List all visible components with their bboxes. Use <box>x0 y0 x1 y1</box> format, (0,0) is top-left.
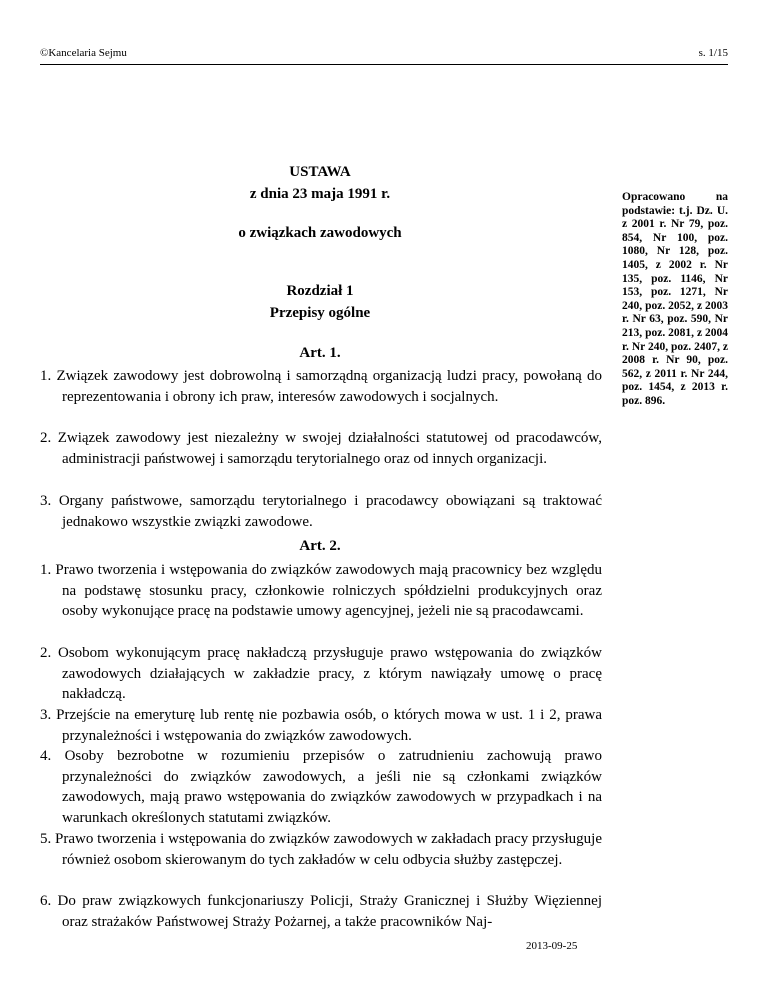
act-type: USTAWA <box>289 164 351 180</box>
source-sidenote: Opracowano na podstawie: t.j. Dz. U. z 2001 r. Nr 79, poz. 854, Nr 100, poz. 1080, Nr 128, poz. 1405, z 2002 r. Nr 135, poz. 1146, Nr 153, poz. 1271, Nr 240, poz. 2052, z 2003 r. Nr 63, poz. 590, Nr 213, poz. 2081, z 2004 r. Nr 240, poz. 2407, z 2008 r. Nr 90, poz. 562, z 2011 r. Nr 244, poz. 1454, z 2013 r. poz. 896. <box>622 191 728 407</box>
header-page-number: s. 1/15 <box>698 47 728 59</box>
article-paragraph: 5. Prawo tworzenia i wstępowania do związków zawodowych w zakładach pracy przysługuje również osobom skierowanym do tych zakładów w celu odbycia służby zastępczej. <box>40 831 602 868</box>
page-header <box>40 44 728 65</box>
chapter-number: Rozdział 1 <box>286 283 354 299</box>
article-paragraph: 1. Związek zawodowy jest dobrowolną i samorządną organizacją ludzi pracy, powołaną do reprezentowania i obrony ich praw, interesów zawodowych i socjalnych. <box>40 368 602 405</box>
article-heading: Art. 1. <box>299 345 341 361</box>
footer-date: 2013-09-25 <box>526 940 578 952</box>
header-publisher: ©Kancelaria Sejmu <box>40 47 127 59</box>
article-paragraph: 1. Prawo tworzenia i wstępowania do związków zawodowych mają pracownicy bez względu na podstawę stosunku pracy, członkowie rolniczych spółdzielni produkcyjnych oraz osoby wykonujące pracę na podstawie umowy agencyjnej, jeżeli nie są pracodawcami. <box>40 562 602 619</box>
article-paragraph: 2. Związek zawodowy jest niezależny w swojej działalności statutowej od pracodawców, administracji państwowej i samorządu terytorialnego oraz od innych organizacji. <box>40 430 602 467</box>
article-paragraph: 3. Organy państwowe, samorządu terytorialnego i pracodawcy obowiązani są traktować jednakowo wszystkie związki zawodowe. <box>40 493 602 530</box>
article-paragraph: 6. Do praw związkowych funkcjonariuszy Policji, Straży Granicznej i Służby Więziennej oraz strażaków Państwowej Straży Pożarnej, a także pracowników Naj- <box>40 893 602 930</box>
article-paragraph: 2. Osobom wykonującym pracę nakładczą przysługuje prawo wstępowania do związków zawodowych działających w zakładzie pracy, z którym nawiązały umowę o pracę nakładczą. <box>40 645 602 702</box>
article-heading: Art. 2. <box>299 538 341 554</box>
article-paragraph: 4. Osoby bezrobotne w rozumieniu przepisów o zatrudnieniu zachowują prawo przynależności do związków zawodowych, a jeśli nie są członkami związków zawodowych, mają prawo wstępowania do związków zawodowych w przypadkach i na warunkach określonych statutami związków. <box>40 748 602 826</box>
act-subject: o związkach zawodowych <box>238 225 402 241</box>
article-paragraph: 3. Przejście na emeryturę lub rentę nie pozbawia osób, o których mowa w ust. 1 i 2, prawa przynależności i wstępowania do związków zawodowych. <box>40 707 602 744</box>
chapter-title: Przepisy ogólne <box>269 305 371 321</box>
act-date: z dnia 23 maja 1991 r. <box>249 186 391 202</box>
